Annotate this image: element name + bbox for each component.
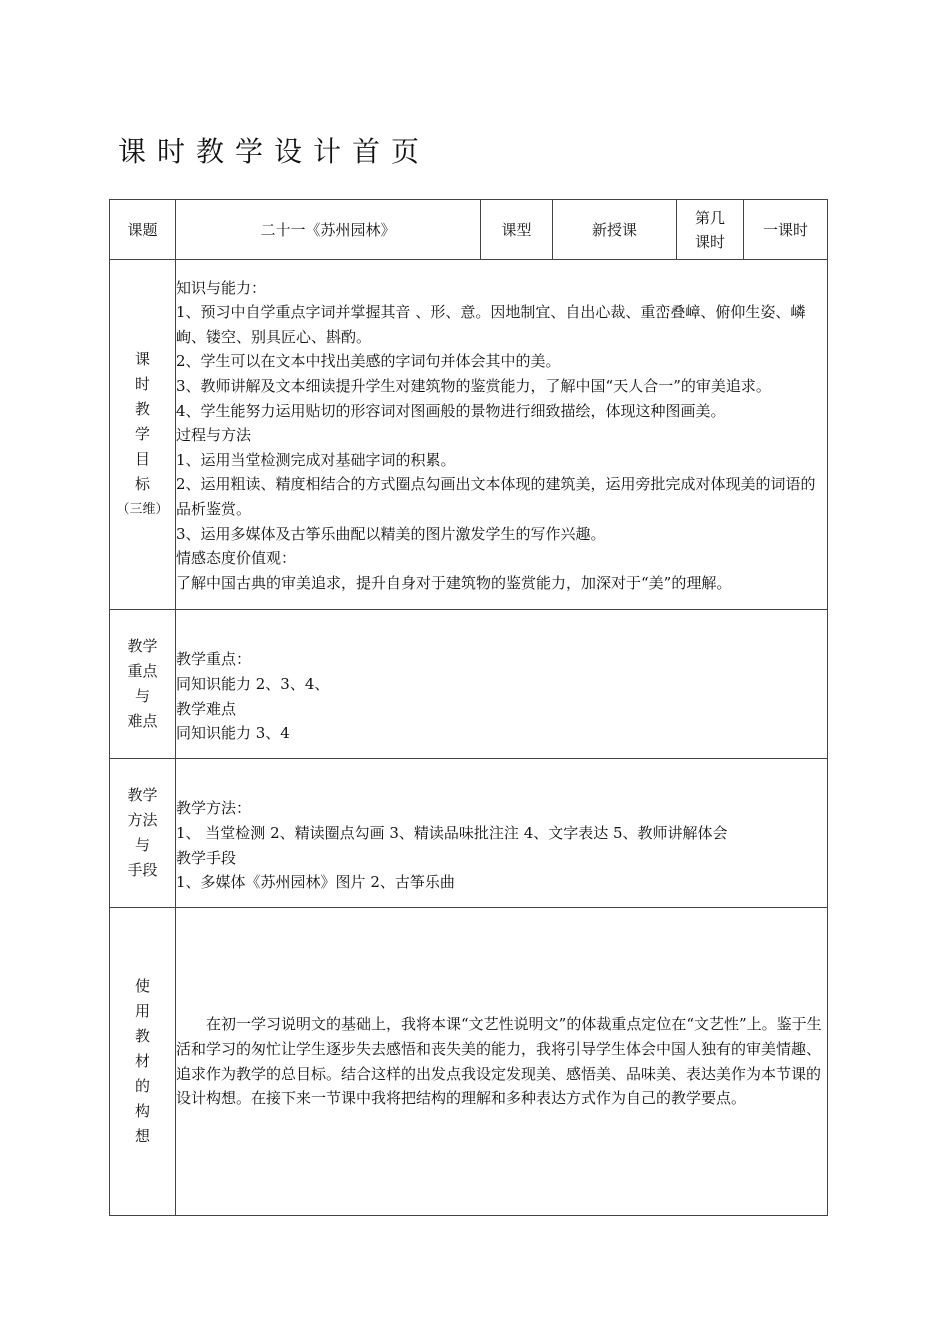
- methods-label: [110, 759, 176, 908]
- lesson-design-table: [109, 199, 828, 1216]
- label-char: 材: [134, 1052, 150, 1070]
- topic-label: 课题: [110, 200, 176, 260]
- label-char: 构: [134, 1102, 150, 1120]
- label-char: 方法: [127, 811, 158, 829]
- page-title: 课时教学设计首页: [118, 135, 431, 168]
- label-char: 想: [134, 1127, 150, 1145]
- method-line: 教学方法：: [176, 799, 252, 818]
- label-char: 课: [134, 350, 150, 368]
- label-char: 目: [134, 450, 150, 468]
- label-char: 手段: [127, 861, 158, 879]
- objectives-row: [110, 260, 828, 610]
- label-char: 的: [134, 1077, 150, 1095]
- header-row: [110, 200, 828, 260]
- objective-line: 1、运用当堂检测完成对基础字词的积累。: [176, 450, 456, 469]
- objective-line: 了解中国古典的审美追求，提升自身对于建筑物的鉴赏能力，加深对于“美”的理解。: [176, 573, 732, 592]
- method-line: 教学手段: [176, 848, 237, 867]
- key-points-row: [110, 610, 828, 759]
- objectives-label: [110, 260, 176, 610]
- type-value: 新授课: [553, 200, 677, 260]
- objective-line: 4、学生能努力运用贴切的形容词对图画般的景物进行细致描绘，体现这种图画美。: [176, 401, 726, 420]
- objective-line: 1、预习中自学重点字词并掌握其音 、形、意。因地制宜、自出心裁、重峦叠嶂、俯仰生姿、嶙峋、镂空、别具匠心、斟酌。: [176, 303, 806, 346]
- label-char: 与: [134, 687, 150, 705]
- type-label: 课型: [481, 200, 553, 260]
- label-char: 重点: [127, 662, 158, 680]
- key-point-line: 教学难点: [176, 699, 237, 718]
- label-char: 教学: [127, 786, 158, 804]
- design-content: [176, 908, 828, 1216]
- objective-line: 过程与方法: [176, 426, 252, 445]
- label-char: 时: [134, 375, 150, 393]
- key-points-content: [176, 610, 828, 759]
- objective-line: 2、学生可以在文本中找出美感的字词句并体会其中的美。: [176, 352, 561, 371]
- label-char: 与: [134, 836, 150, 854]
- design-row: [110, 908, 828, 1216]
- period-value: 一课时: [744, 200, 828, 260]
- topic-value: 二十一《苏州园林》: [176, 200, 481, 260]
- key-point-line: 同知识能力 2、3、4、: [176, 674, 330, 693]
- method-line: 1、 当堂检测 2、精读圈点勾画 3、精读品味批注注 4、文字表达 5、教师讲解体会: [176, 823, 728, 842]
- label-char: 标: [134, 475, 150, 493]
- objectives-content: [176, 260, 828, 610]
- key-points-label: [110, 610, 176, 759]
- label-char: 教学: [127, 637, 158, 655]
- label-char: 学: [134, 425, 150, 443]
- key-point-line: 同知识能力 3、4: [176, 724, 290, 743]
- objective-line: 情感态度价值观：: [176, 549, 297, 568]
- objective-line: 3、运用多媒体及古筝乐曲配以精美的图片激发学生的写作兴趣。: [176, 524, 606, 543]
- period-label-line: 第几: [694, 208, 725, 227]
- label-char: 教: [134, 1027, 150, 1045]
- label-char: 用: [134, 1002, 150, 1020]
- design-paragraph: 在初一学习说明文的基础上，我将本课“文艺性说明文”的体裁重点定位在“文艺性”上。鉴于生活和学习的匆忙让学生逐步失去感悟和丧失美的能力，我将引导学生体会中国人独有的审美情趣、追求作为教学的总目标。结合这样的出发点我设定发现美、感悟美、品味美、表达美作为本节课的设计构想。在接下来一节课中我将把结构的理解和多种表达方式作为自己的教学要点。: [176, 1015, 822, 1108]
- period-label-line: 课时: [694, 232, 725, 251]
- label-char: 教: [134, 400, 150, 418]
- label-char: 使: [134, 977, 150, 995]
- objective-line: 3、教师讲解及文本细读提升学生对建筑物的鉴赏能力，了解中国“天人合一”的审美追求。: [176, 377, 771, 396]
- design-label: [110, 908, 176, 1216]
- methods-content: [176, 759, 828, 908]
- key-point-line: 教学重点：: [176, 650, 252, 669]
- label-char: 难点: [127, 712, 158, 730]
- objective-line: 2、运用粗读、精度相结合的方式圈点勾画出文本体现的建筑美，运用旁批完成对体现美的词语的品析鉴赏。: [176, 475, 816, 518]
- period-label: [677, 200, 744, 260]
- objective-line: 知识与能力：: [176, 278, 267, 297]
- method-line: 1、多媒体《苏州园林》图片 2、古筝乐曲: [176, 873, 455, 892]
- objectives-label-note: （三维）: [116, 502, 169, 517]
- methods-row: [110, 759, 828, 908]
